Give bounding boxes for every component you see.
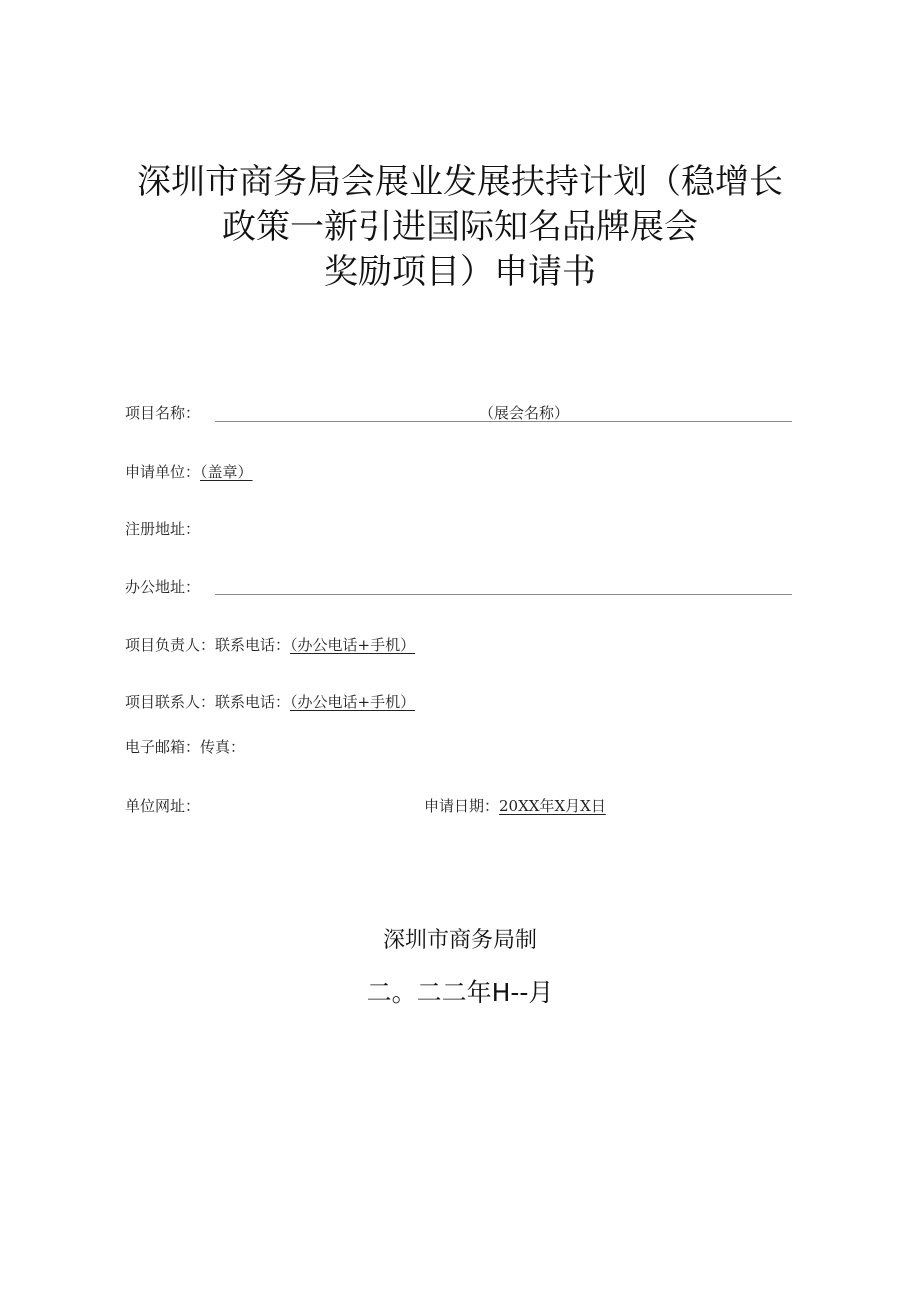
apply-date-row [424,796,606,816]
reg-address-label: 注册地址： [125,520,201,538]
issue-date: 二。二二年H--月 [366,978,554,1007]
title-line-2: 政策一新引进国际知名品牌展会 [222,207,698,247]
apply-date-label: 申请日期： [424,797,500,815]
manager-row [125,635,415,655]
title-line-1: 深圳市商务局会展业发展扶持计划（稳增长 [137,162,783,202]
title-line-3: 奖励项目）申请书 [324,252,596,292]
manager-label: 项目负责人：联系电话： [125,636,291,654]
issuer: 深圳市商务局制 [382,928,537,953]
applicant-row [125,462,253,482]
office-address-label: 办公地址： [125,578,201,596]
manager-hint[interactable]: （办公电话+手机） [290,636,416,654]
contact-hint[interactable]: （办公电话+手机） [290,693,416,711]
website-label: 单位网址： [125,797,201,815]
contact-row [125,692,415,712]
applicant-hint[interactable]: （盖章） [200,463,253,481]
apply-date-value[interactable]: 20XX年X月X日 [499,797,606,815]
project-name-label: 项目名称： [125,404,201,422]
office-address-line[interactable] [215,594,792,595]
email-fax-label: 电子邮箱：传真： [125,738,246,756]
document-title [0,160,920,295]
contact-label: 项目联系人：联系电话： [125,693,291,711]
project-name-hint: （展会名称） [479,404,570,422]
applicant-label: 申请单位： [125,463,201,481]
